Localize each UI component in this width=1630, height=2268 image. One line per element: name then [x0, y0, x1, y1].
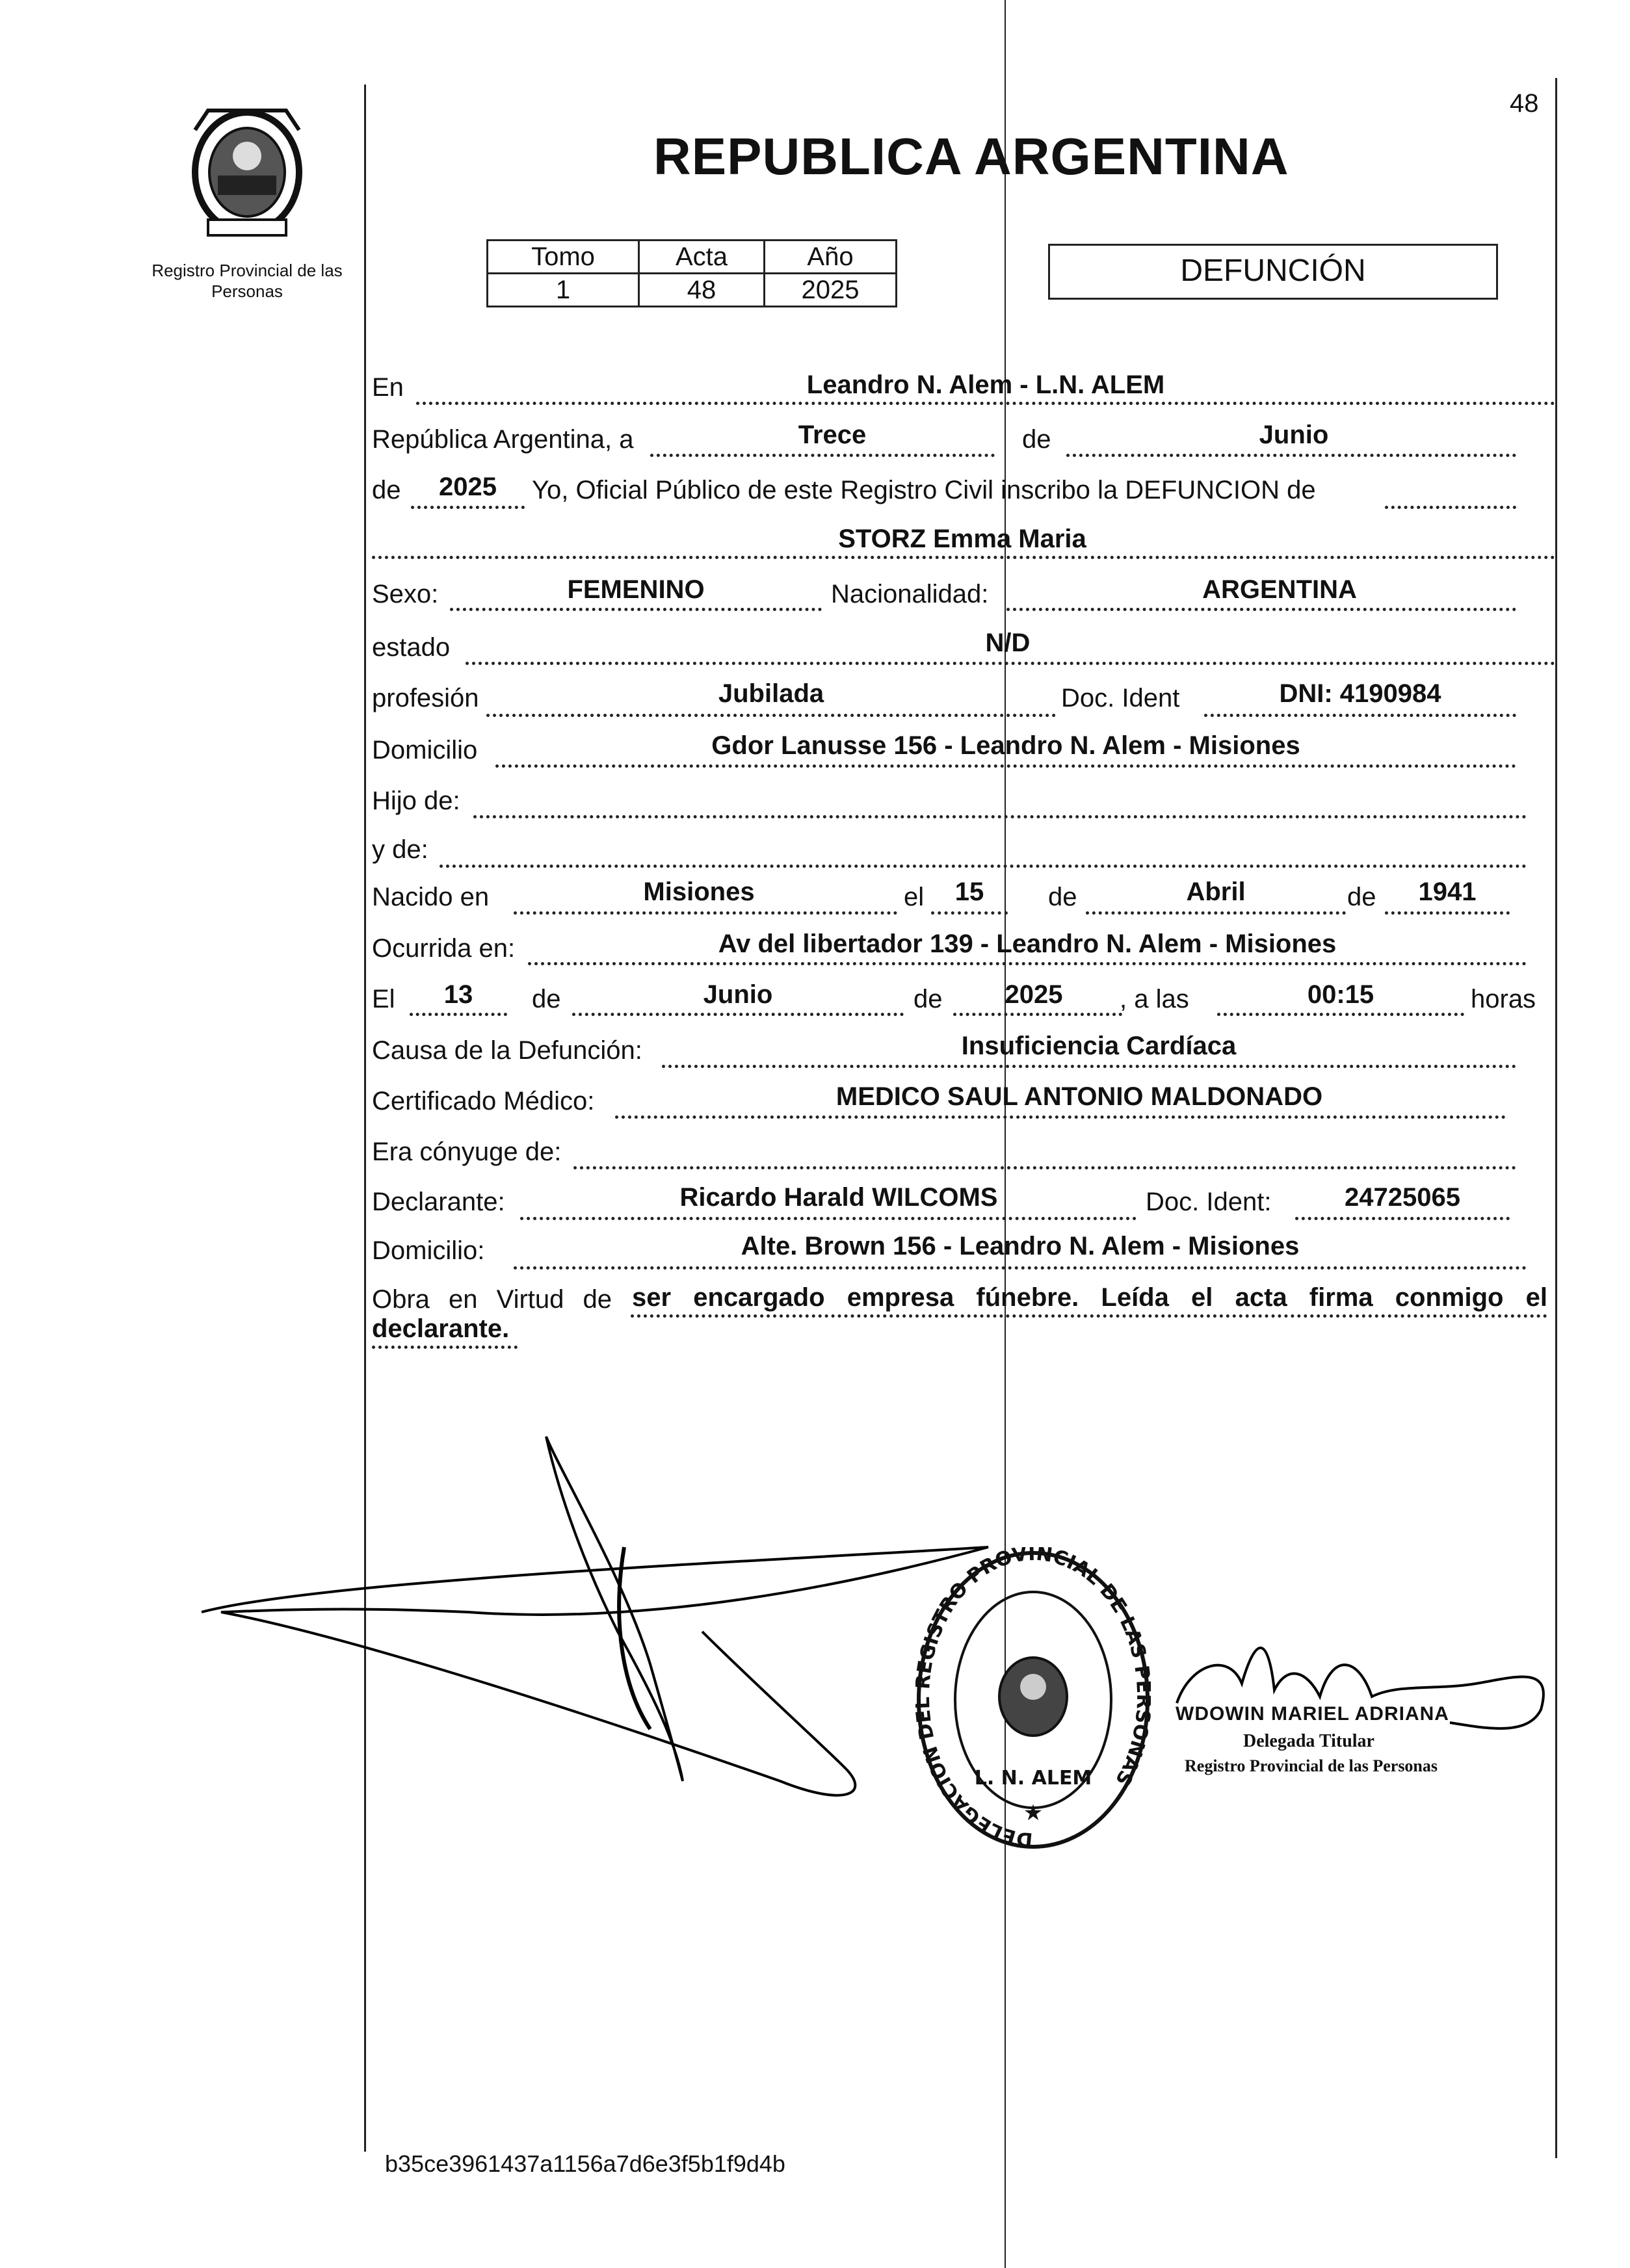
- sexo-line: [450, 608, 822, 611]
- doc-ident-line: [1204, 714, 1516, 717]
- en-label: En: [372, 373, 404, 402]
- y-de-line: [440, 865, 1527, 868]
- certificado-value: MEDICO SAUL ANTONIO MALDONADO: [835, 1082, 1323, 1111]
- official-role: Delegada Titular: [1243, 1731, 1374, 1751]
- def-dia-value: 13: [443, 980, 473, 1009]
- value-tomo: 1: [488, 274, 639, 307]
- nac-mes-value: Abril: [1186, 878, 1246, 906]
- ocurrida-en-line: [528, 962, 1527, 965]
- de-label-1: de: [1022, 425, 1051, 454]
- causa-value: Insuficiencia Cardíaca: [961, 1032, 1237, 1060]
- doc2-label: Doc. Ident:: [1146, 1188, 1272, 1216]
- a-las-label: , a las: [1120, 985, 1189, 1013]
- horas-label: horas: [1471, 985, 1536, 1013]
- province-seal-logo: [182, 104, 312, 241]
- yo-oficial-text: Yo, Oficial Público de este Registro Civil inscribo la DEFUNCION de: [532, 476, 1316, 504]
- republica-label: República Argentina, a: [372, 425, 634, 454]
- right-margin-line: [1555, 78, 1557, 2158]
- nac-anio-value: 1941: [1418, 878, 1477, 906]
- ocurrida-en-value: Av del libertador 139 - Leandro N. Alem - Misiones: [718, 930, 1337, 958]
- mes-line: [1066, 454, 1516, 457]
- def-anio-line: [953, 1013, 1122, 1016]
- de-label-3: de: [1048, 883, 1077, 911]
- en-line: [416, 402, 1555, 405]
- mes-texto-value: Junio: [1259, 421, 1329, 449]
- el-label-2: El: [372, 985, 395, 1013]
- nacionalidad-label: Nacionalidad:: [831, 580, 989, 608]
- estado-label: estado: [372, 633, 451, 662]
- official-stamp: [915, 1547, 1151, 1853]
- conyuge-label: Era cónyuge de:: [372, 1138, 562, 1166]
- certificado-line: [615, 1115, 1506, 1119]
- header-tomo: Tomo: [488, 241, 639, 274]
- doc2-value: 24725065: [1345, 1183, 1460, 1212]
- nac-anio-line: [1385, 911, 1510, 915]
- causa-line: [662, 1065, 1516, 1068]
- sexo-label: Sexo:: [372, 580, 439, 608]
- declarant-signature: [195, 1417, 1040, 1820]
- declarante-label: Declarante:: [372, 1188, 505, 1216]
- declarante-value: Ricardo Harald WILCOMS: [679, 1183, 998, 1212]
- obra-value-2: declarante.: [372, 1314, 510, 1343]
- profesion-label: profesión: [372, 684, 479, 712]
- domicilio2-line: [514, 1266, 1527, 1270]
- de-label-4: de: [1347, 883, 1376, 911]
- domicilio-label: Domicilio: [372, 736, 478, 764]
- header-anio: Año: [765, 241, 897, 274]
- nac-dia-line: [931, 911, 1008, 915]
- ocurrida-en-label: Ocurrida en:: [372, 934, 516, 963]
- profesion-line: [486, 714, 1056, 717]
- yo-tail-line: [1385, 506, 1516, 509]
- nacido-en-value: Misiones: [643, 878, 755, 906]
- dia-texto-value: Trece: [798, 421, 867, 449]
- obra-label: Obra en Virtud de: [372, 1285, 612, 1314]
- value-acta: 48: [639, 274, 765, 307]
- nombre-value: STORZ Emma Maria: [838, 525, 1086, 553]
- doc2-line: [1295, 1217, 1510, 1220]
- nac-dia-value: 15: [954, 878, 984, 906]
- def-mes-line: [572, 1013, 904, 1016]
- hijo-de-label: Hijo de:: [372, 787, 460, 815]
- estado-line: [466, 662, 1555, 665]
- nacido-en-label: Nacido en: [372, 883, 490, 911]
- anio-value: 2025: [439, 473, 497, 501]
- nacionalidad-line: [1006, 608, 1516, 611]
- document-title: REPUBLICA ARGENTINA: [653, 127, 1289, 185]
- doc-ident-value: DNI: 4190984: [1279, 679, 1441, 708]
- stamp-center-text: L. N. ALEM: [974, 1767, 1092, 1790]
- document-hash: b35ce3961437a1156a7d6e3f5b1f9d4b: [385, 2150, 785, 2177]
- hora-line: [1217, 1013, 1464, 1016]
- causa-label: Causa de la Defunción:: [372, 1036, 642, 1065]
- left-margin-line: [364, 85, 366, 2152]
- stamp-ring-text: DELEGACION D EGISTRO PROVINCIAL DE LAS ONAS: [915, 1547, 1151, 1851]
- def-dia-line: [410, 1013, 507, 1016]
- official-office: Registro Provincial de las Personas: [1185, 1756, 1438, 1775]
- nacionalidad-value: ARGENTINA: [1202, 575, 1357, 604]
- estado-value: N/D: [985, 629, 1031, 657]
- domicilio-line: [495, 764, 1516, 768]
- el-label-1: el: [904, 883, 925, 911]
- domicilio2-label: Domicilio:: [372, 1236, 485, 1265]
- tomo-acta-anio-table: [486, 239, 897, 307]
- de-label-5: de: [532, 985, 561, 1013]
- record-type-box: DEFUNCIÓN: [1048, 244, 1498, 300]
- obra-line-2: [372, 1346, 518, 1349]
- hijo-de-line: [473, 815, 1527, 818]
- nac-mes-line: [1086, 911, 1346, 915]
- certificado-label: Certificado Médico:: [372, 1087, 595, 1115]
- center-fold-line: [1005, 0, 1006, 2268]
- svg-text:★: ★: [1023, 1801, 1044, 1825]
- official-name: WDOWIN MARIEL ADRIANA: [1176, 1703, 1449, 1725]
- domicilio-value: Gdor Lanusse 156 - Leandro N. Alem - Misiones: [711, 731, 1300, 760]
- de-label-2: de: [372, 476, 401, 504]
- page-number: 48: [1510, 89, 1539, 118]
- lugar-value: Leandro N. Alem - L.N. ALEM: [806, 371, 1165, 399]
- obra-value-1: ser encargado empresa fúnebre. Leída el acta firma conmigo el: [632, 1283, 1547, 1312]
- profesion-value: Jubilada: [718, 679, 824, 708]
- conyuge-line: [573, 1166, 1516, 1169]
- declarante-line: [520, 1217, 1137, 1220]
- hora-value: 00:15: [1307, 980, 1374, 1009]
- doc-ident-label: Doc. Ident: [1061, 684, 1180, 712]
- obra-line-1: [631, 1314, 1547, 1318]
- anio-line: [411, 506, 525, 509]
- de-label-6: de: [914, 985, 943, 1013]
- sexo-value: FEMENINO: [567, 575, 705, 604]
- header-acta: Acta: [639, 241, 765, 274]
- nombre-line: [372, 556, 1555, 559]
- value-anio: 2025: [765, 274, 897, 307]
- y-de-label: y de:: [372, 835, 428, 864]
- def-mes-value: Junio: [703, 980, 773, 1009]
- nacido-en-line: [514, 911, 897, 915]
- domicilio2-value: Alte. Brown 156 - Leandro N. Alem - Misiones: [741, 1232, 1300, 1260]
- registry-name: Registro Provincial de las Personas: [151, 261, 343, 301]
- def-anio-value: 2025: [1005, 980, 1063, 1009]
- dia-line: [650, 454, 995, 457]
